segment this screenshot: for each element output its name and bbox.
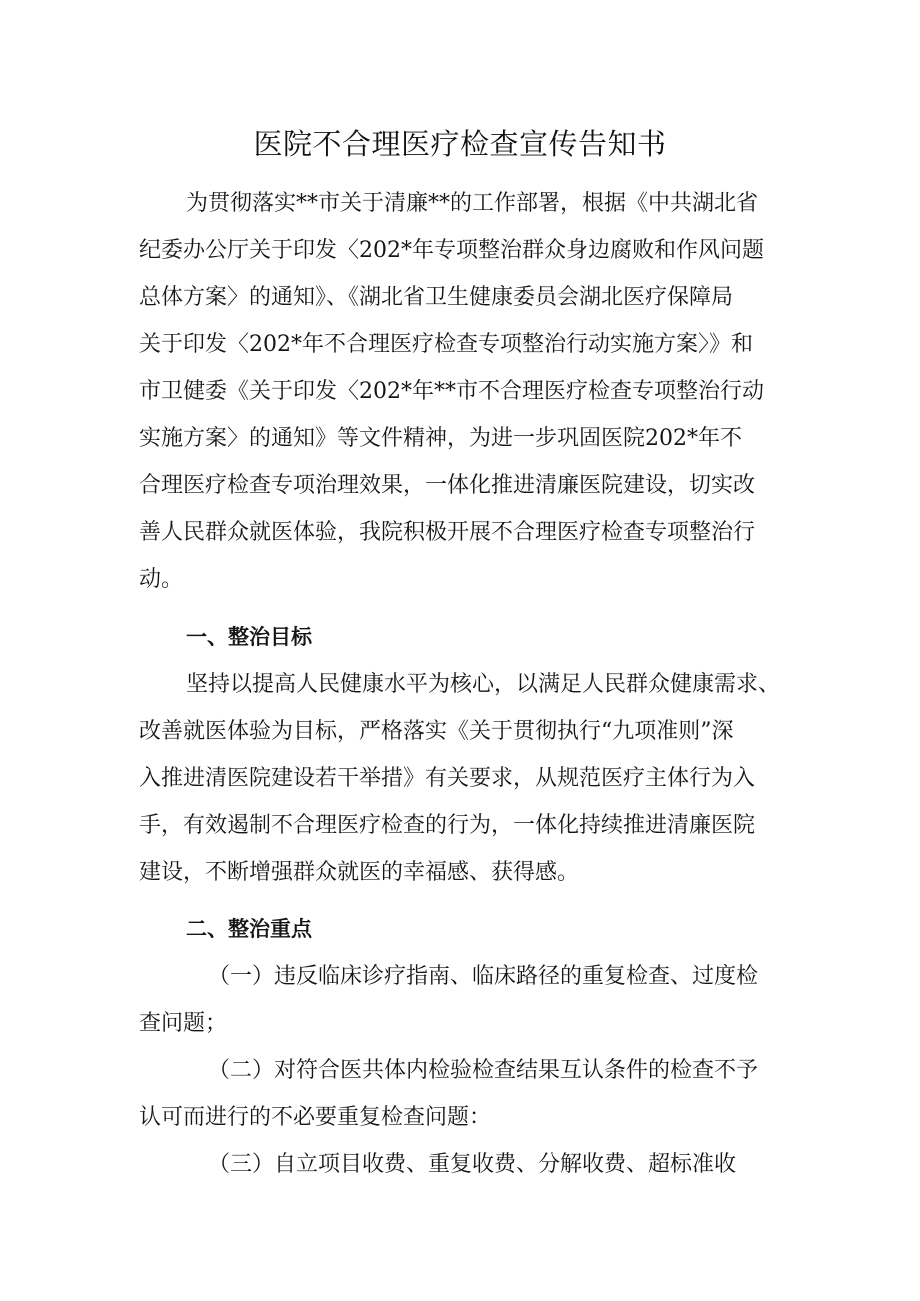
paragraph-line: 实施方案〉的通知》等文件精神，为进一步巩固医院202*年不 <box>139 426 742 451</box>
document-title: 医院不合理医疗检查宣传告知书 <box>253 127 667 161</box>
paragraph-line: 为贯彻落实**市关于清廉**的工作部署，根据《中共湖北省 <box>186 191 759 216</box>
paragraph-line: 动。 <box>139 567 184 592</box>
paragraph-line: 关于印发〈202*年不合理医疗检查专项整治行动实施方案〉》和 <box>139 332 753 357</box>
paragraph-line: 市卫健委《关于印发〈202*年**市不合理医疗检查专项整治行动 <box>139 379 764 404</box>
paragraph-line: 总体方案〉的通知》、《湖北省卫生健康委员会湖北医疗保障局 <box>139 285 734 310</box>
paragraph-line: 改善就医体验为目标，严格落实《关于贯彻执行“九项准则”深 <box>139 719 734 744</box>
paragraph-line: 纪委办公厅关于印发〈202*年专项整治群众身边腐败和作风问题 <box>139 238 764 263</box>
paragraph-line: 入推进清医院建设若干举措》有关要求，从规范医疗主体行为入 <box>139 766 756 791</box>
paragraph-line: 手，有效遏制不合理医疗检查的行为，一体化持续推进清廉医院 <box>139 813 756 838</box>
paragraph-line: 合理医疗检查专项治理效果，一体化推进清廉医院建设，切实改 <box>139 473 756 498</box>
paragraph-line: 认可而进行的不必要重复检查问题： <box>139 1105 492 1130</box>
paragraph-line: 善人民群众就医体验，我院积极开展不合理医疗检查专项整治行 <box>139 520 756 545</box>
paragraph-line: （一）违反临床诊疗指南、临床路径的重复检查、过度检 <box>208 964 759 989</box>
paragraph-line: 查问题； <box>139 1011 228 1036</box>
paragraph-line: 坚持以提高人民健康水平为核心，以满足人民群众健康需求、 <box>186 672 781 697</box>
paragraph-line: 建设，不断增强群众就医的幸福感、获得感。 <box>139 860 580 885</box>
section-heading: 二、整治重点 <box>186 917 312 941</box>
paragraph-line: （二）对符合医共体内检验检查结果互认条件的检查不予 <box>208 1058 759 1083</box>
paragraph-line: （三）自立项目收费、重复收费、分解收费、超标准收 <box>208 1152 737 1177</box>
section-heading: 一、整治目标 <box>186 625 312 649</box>
